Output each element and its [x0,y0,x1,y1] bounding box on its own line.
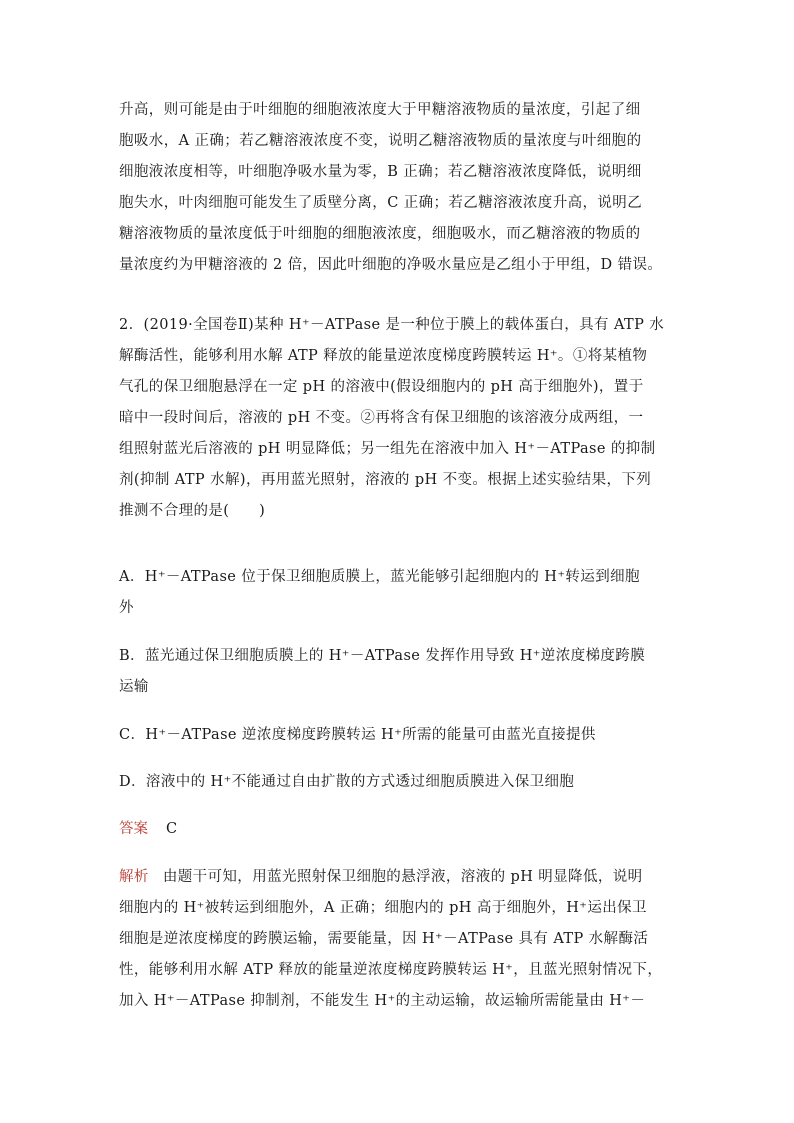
text-line: C．H⁺－ATPase 逆浓度梯度跨膜转运 H⁺所需的能量可由蓝光直接提供 [119,727,596,743]
analysis-first-line: 由题干可知，用蓝光照射保卫细胞的悬浮液，溶液的 pH 明显降低，说明 [162,869,643,885]
option-c [119,720,679,751]
text-line: 细胞是逆浓度梯度的跨膜运输，需要能量，因 H⁺－ATPase 具有 ATP 水解酶活 [119,931,649,947]
question-2-stem [119,310,679,527]
text-line: 胞失水，叶肉细胞可能发生了质壁分离，C 正确；若乙糖溶液浓度升高，说明乙 [119,195,643,211]
option-b [119,641,679,703]
text-line: 糖溶液物质的量浓度低于叶细胞的细胞液浓度，细胞吸水，而乙糖溶液的物质的 [119,226,641,242]
text-line: 加入 H⁺－ATPase 抑制剂，不能发生 H⁺的主动运输，故运输所需能量由 H⁺－ [119,993,646,1009]
text-line: D．溶液中的 H⁺不能通过自由扩散的方式透过细胞质膜进入保卫细胞 [119,774,575,790]
text-line [119,862,679,893]
text-line: 量浓度约为甲糖溶液的 2 倍，因此叶细胞的净吸水量应是乙组小于甲组，D 错误。 [119,257,663,273]
text-line: 2．(2019·全国卷Ⅱ)某种 H⁺－ATPase 是一种位于膜上的载体蛋白，具有 ATP 水 [119,317,665,333]
text-line: 升高，则可能是由于叶细胞的细胞液浓度大于甲糖溶液物质的量浓度，引起了细 [119,102,641,118]
text-line: 细胞内的 H⁺被转运到细胞外，A 正确；细胞内的 pH 高于细胞外，H⁺运出保卫 [119,900,647,916]
text-line: 性，能够利用水解 ATP 释放的能量逆浓度梯度跨膜转运 H⁺，且蓝光照射情况下， [119,962,663,978]
text-line: 运输 [119,679,149,695]
answer-row [119,814,177,845]
previous-analysis-continuation [119,95,679,281]
analysis-label: 解析 [119,869,149,885]
text-line: 细胞液浓度相等，叶细胞净吸水量为零，B 正确；若乙糖溶液浓度降低，说明细 [119,164,642,180]
text-line: 剂(抑制 ATP 水解)，再用蓝光照射，溶液的 pH 不变。根据上述实验结果，下列 [119,472,652,488]
answer-label: 答案 [119,821,148,837]
text-line: 推测不合理的是( ) [119,503,266,519]
text-line: 解酶活性，能够利用水解 ATP 释放的能量逆浓度梯度跨膜转运 H⁺。①将某植物 [119,348,648,364]
answer-value: C [166,821,178,837]
text-line: 暗中一段时间后，溶液的 pH 不变。②再将含有保卫细胞的该溶液分成两组，一 [119,410,644,426]
text-line: 组照射蓝光后溶液的 pH 明显降低；另一组先在溶液中加入 H⁺－ATPase 的抑制 [119,441,656,457]
text-line: 气孔的保卫细胞悬浮在一定 pH 的溶液中(假设细胞内的 pH 高于细胞外)，置于 [119,379,644,395]
text-line: A．H⁺－ATPase 位于保卫细胞质膜上，蓝光能够引起细胞内的 H⁺转运到细胞 [119,569,640,585]
text-line: B．蓝光通过保卫细胞质膜上的 H⁺－ATPase 发挥作用导致 H⁺逆浓度梯度跨膜 [119,648,646,664]
analysis-section [119,862,679,1017]
text-line: 外 [119,600,134,616]
text-line: 胞吸水，A 正确；若乙糖溶液浓度不变，说明乙糖溶液物质的量浓度与叶细胞的 [119,133,642,149]
option-d [119,767,679,798]
option-a [119,562,679,624]
